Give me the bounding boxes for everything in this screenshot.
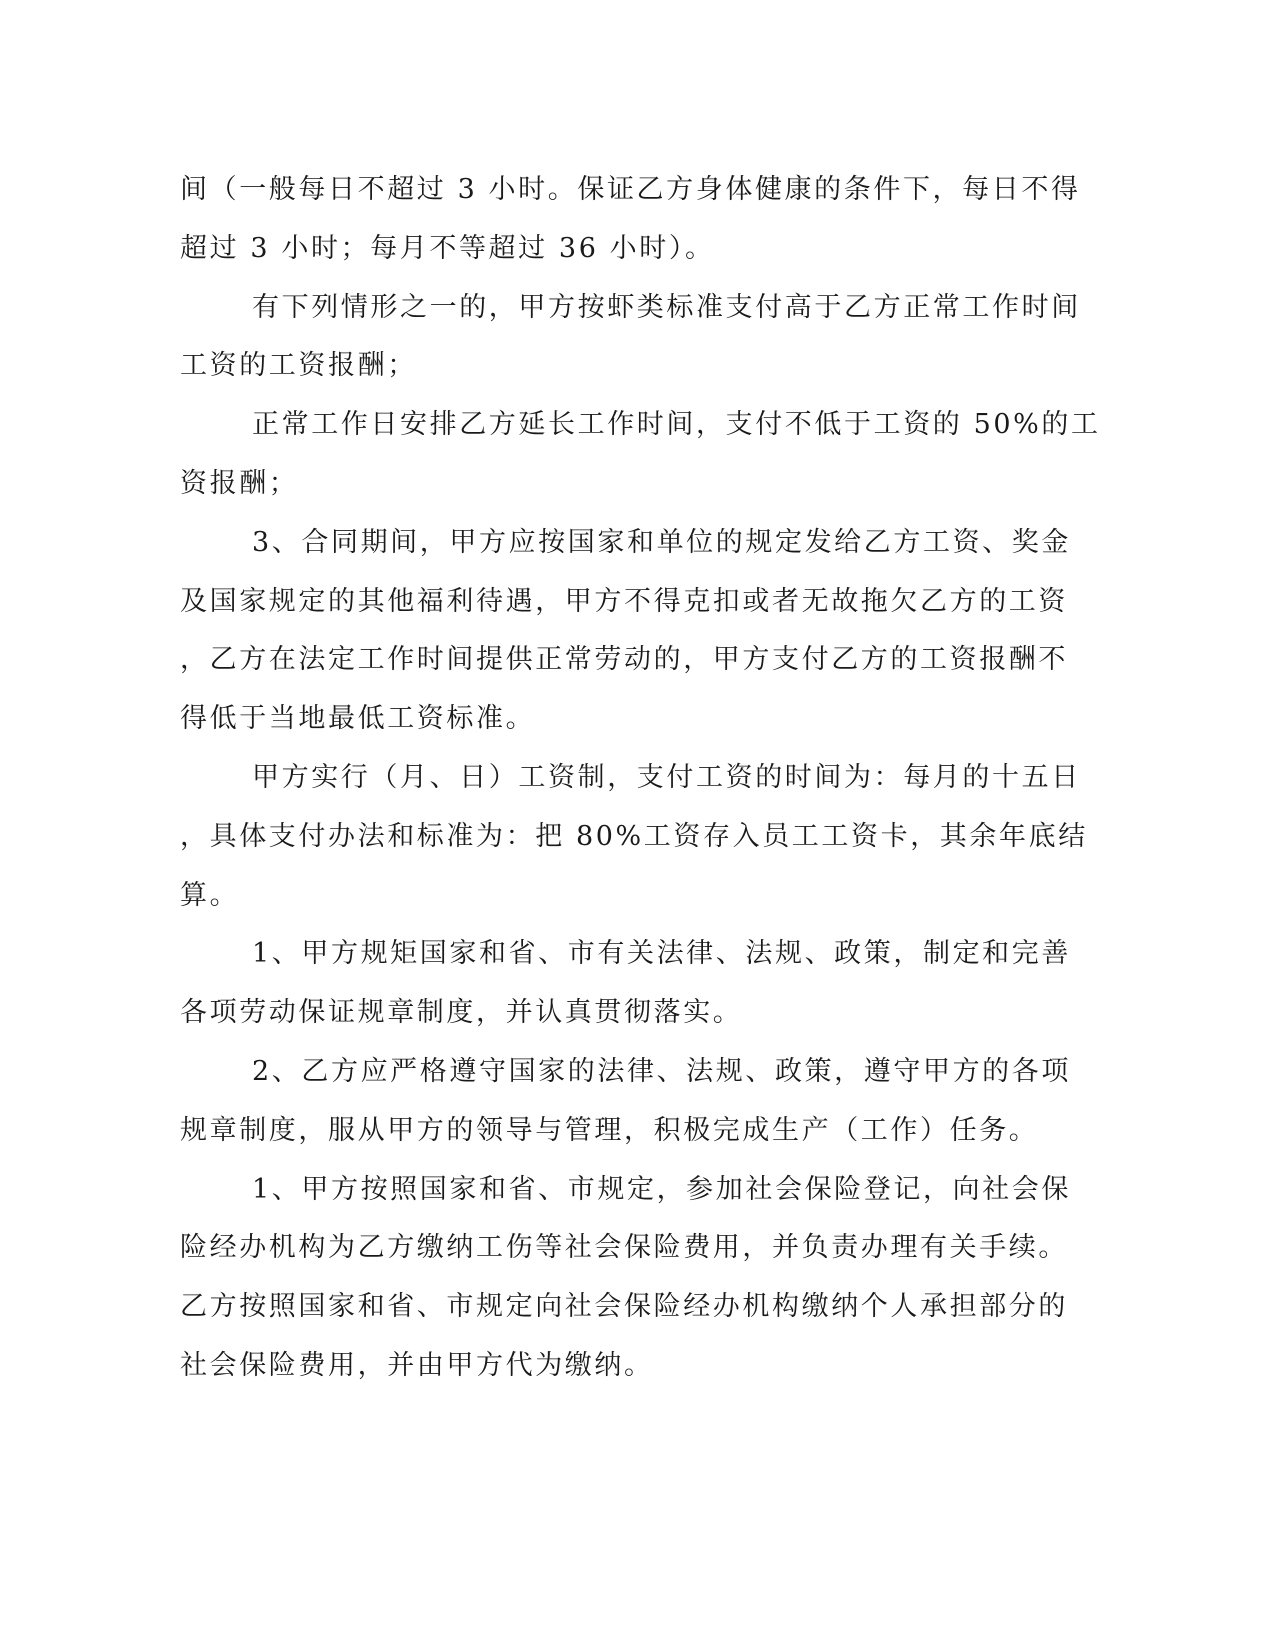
text-line: 超过 3 小时；每月不等超过 36 小时）。 [180, 232, 715, 264]
document-body [180, 161, 1101, 1396]
text-line: 算。 [180, 879, 240, 911]
text-line: 乙方按照国家和省、市规定向社会保险经办机构缴纳个人承担部分的 [180, 1291, 1068, 1323]
text-line: 有下列情形之一的，甲方按虾类标准支付高于乙方正常工作时间 [252, 291, 1081, 323]
text-line: 甲方实行（月、日）工资制，支付工资的时间为：每月的十五日 [252, 761, 1081, 793]
text-line: 3、合同期间，甲方应按国家和单位的规定发给乙方工资、奖金 [252, 526, 1071, 558]
text-line: ，具体支付办法和标准为：把 80%工资存入员工工资卡，其余年底结 [180, 820, 1088, 852]
text-line: 资报酬； [180, 467, 299, 499]
text-line: 及国家规定的其他福利待遇，甲方不得克扣或者无故拖欠乙方的工资 [180, 585, 1068, 617]
text-line: 规章制度，服从甲方的领导与管理，积极完成生产（工作）任务。 [180, 1114, 1039, 1146]
text-line: 2、乙方应严格遵守国家的法律、法规、政策，遵守甲方的各项 [252, 1055, 1071, 1087]
text-line: 正常工作日安排乙方延长工作时间，支付不低于工资的 50%的工 [252, 409, 1101, 441]
text-line: 各项劳动保证规章制度，并认真贯彻落实。 [180, 997, 743, 1029]
text-line: 1、甲方规矩国家和省、市有关法律、法规、政策，制定和完善 [252, 938, 1071, 970]
text-line: ，乙方在法定工作时间提供正常劳动的，甲方支付乙方的工资报酬不 [180, 644, 1068, 676]
text-line: 间（一般每日不超过 3 小时。保证乙方身体健康的条件下，每日不得 [180, 174, 1081, 205]
text-line: 社会保险费用，并由甲方代为缴纳。 [180, 1349, 654, 1381]
text-line: 得低于当地最低工资标准。 [180, 703, 536, 735]
text-line: 工资的工资报酬； [180, 350, 417, 382]
text-line: 险经办机构为乙方缴纳工伤等社会保险费用，并负责办理有关手续。 [180, 1232, 1068, 1264]
text-line: 1、甲方按照国家和省、市规定，参加社会保险登记，向社会保 [252, 1173, 1071, 1205]
